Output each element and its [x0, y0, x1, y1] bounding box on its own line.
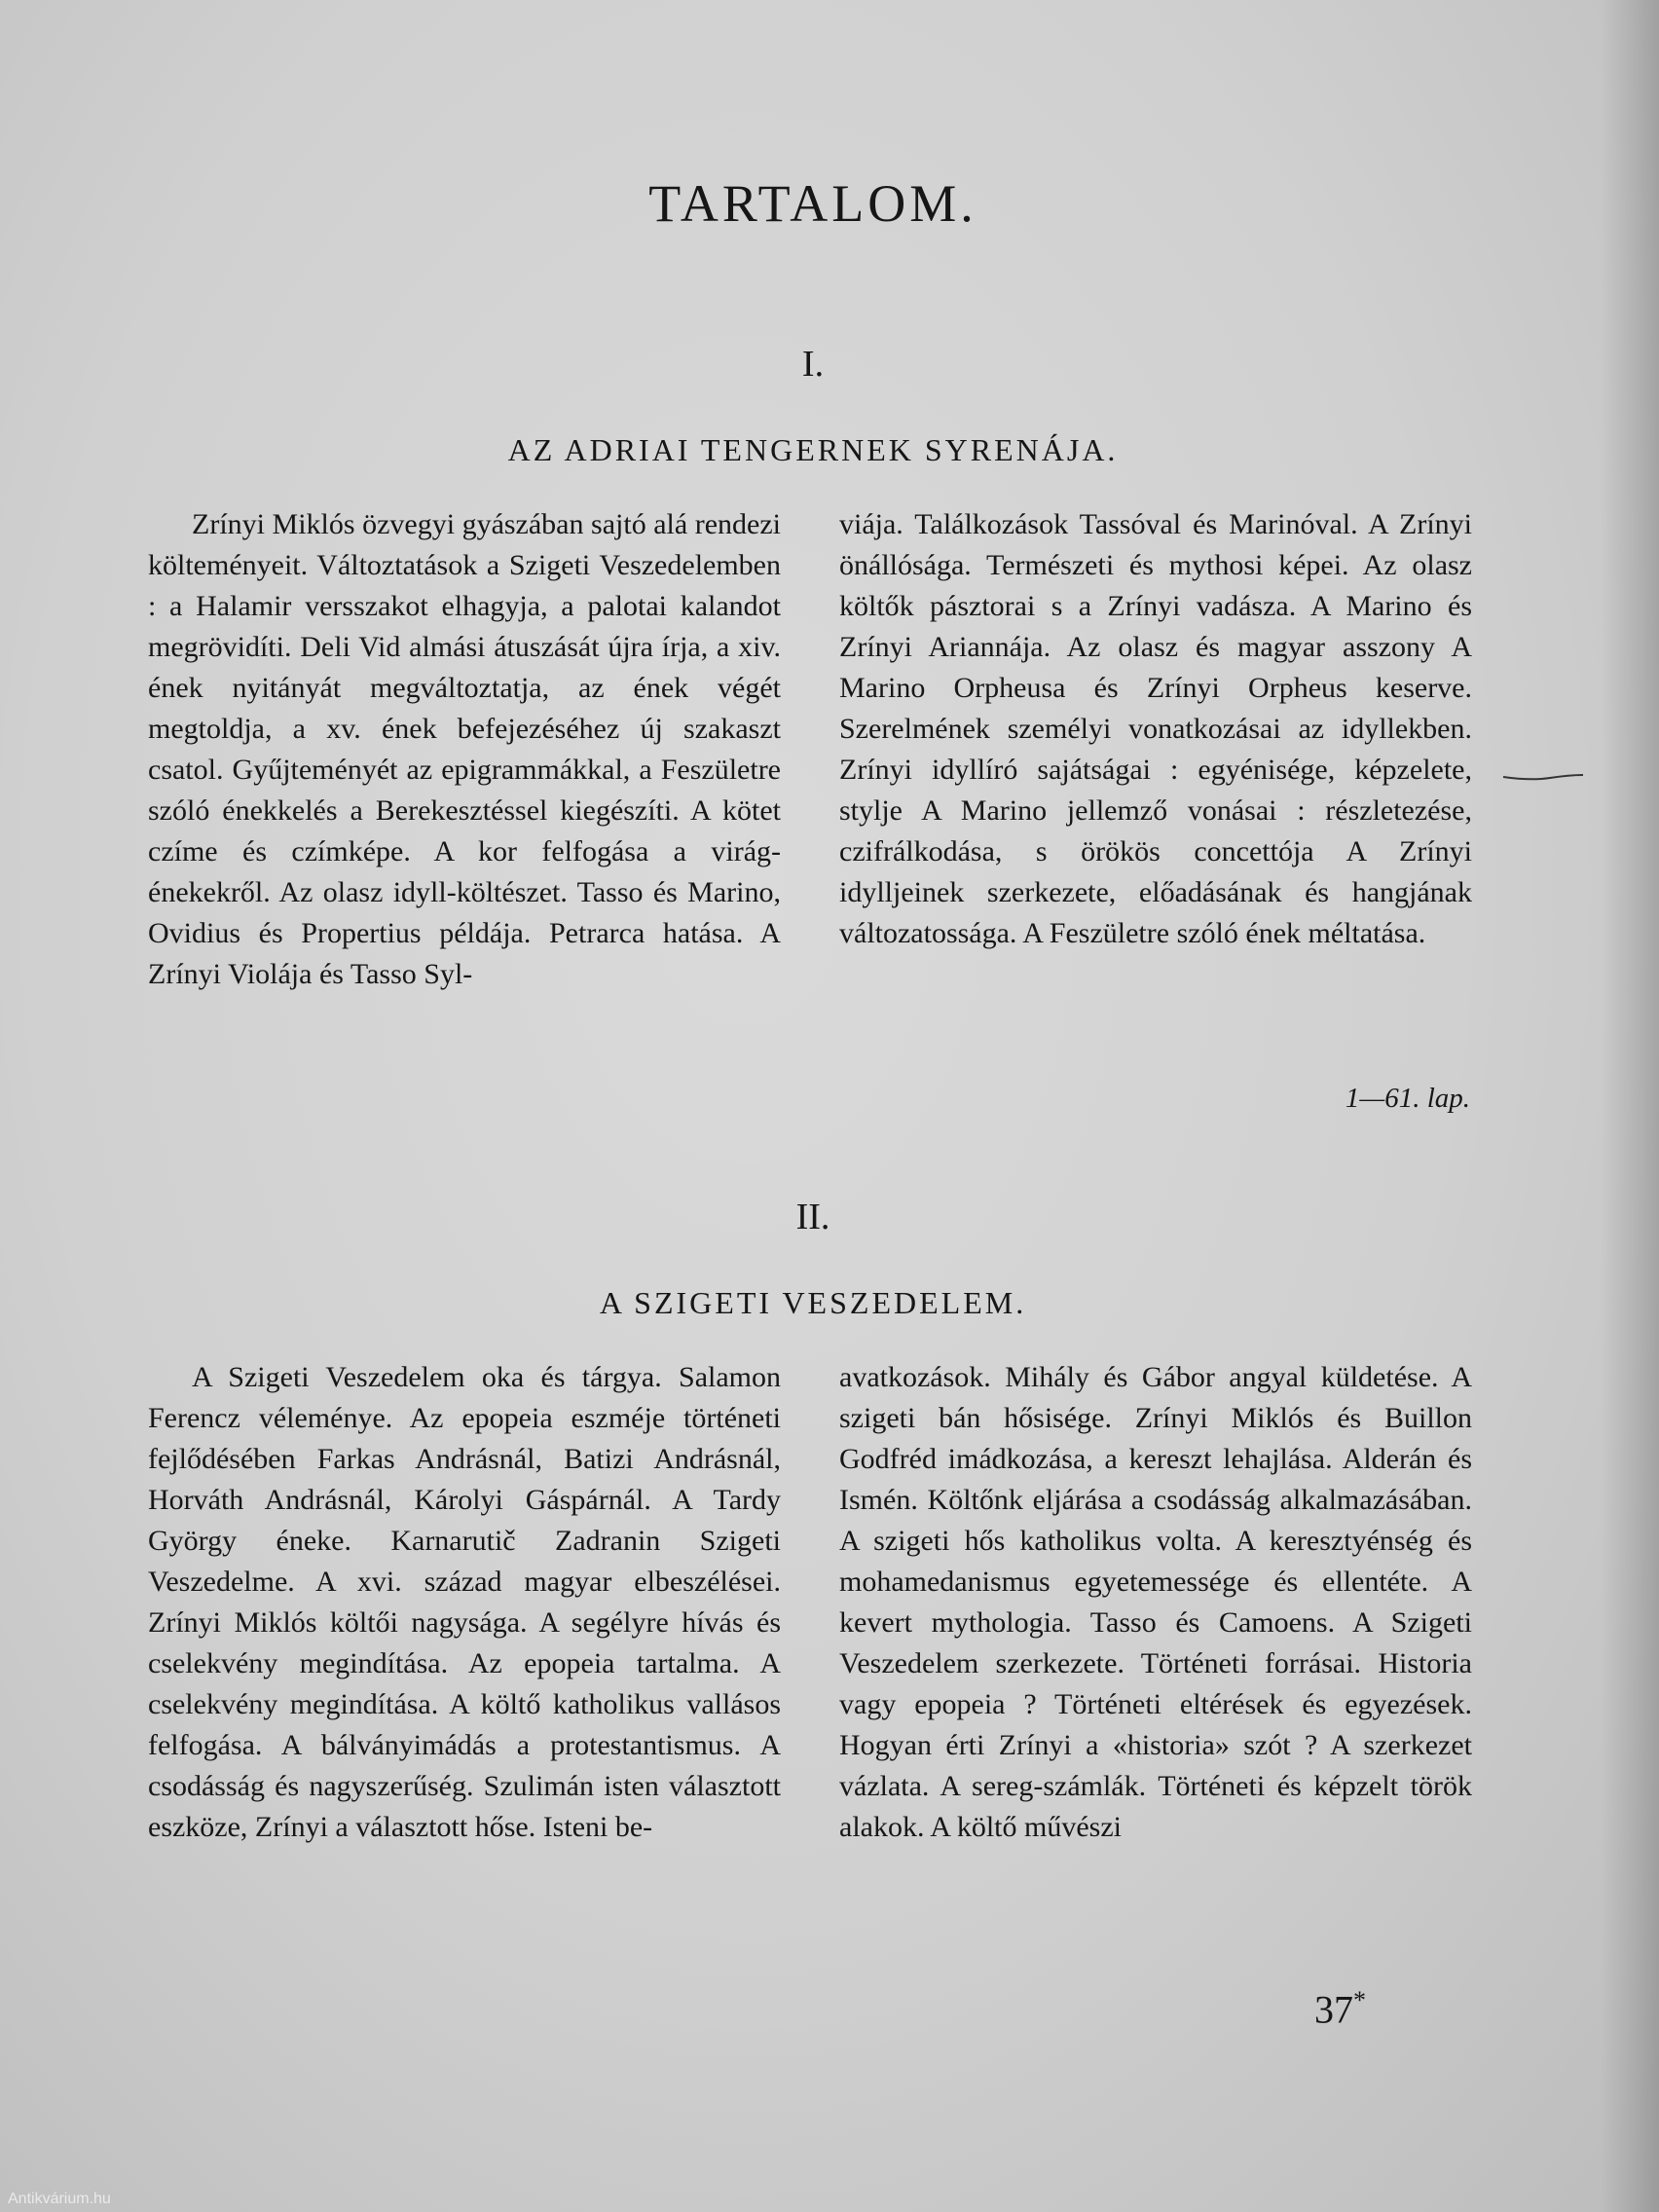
section-1-left-column: [148, 504, 781, 995]
section-1-right-text: viája. Találkozások Tassóval és Marinóval. A Zrínyi önállósága. Természeti és mythosi képei. Az olasz költők pásztorai s a Zrínyi vadásza. A Marino és Zrínyi Ariannája. Az olasz és magyar asszony A Marino Orpheusa és Zrínyi Orpheus keserve. Szerelmének személyi vonatkozásai az idyllekben. Zrínyi idyllíró sajátságai : egyénisége, képzelete, stylje A Marino jellemző vonásai : részletezése, czifrálkodása, s örökös concettója A Zrínyi idylljeinek szerkezete, előadásának és hangjának változatossága. A Feszületre szóló ének méltatása.: [839, 508, 1472, 949]
section-2-heading: A SZIGETI VESZEDELEM.: [599, 1285, 1027, 1320]
section-1-heading: AZ ADRIAI TENGERNEK SYRENÁJA.: [507, 432, 1119, 467]
page-edge-shadow: [1601, 0, 1659, 2212]
page-number-mark: *: [1353, 1986, 1366, 2014]
section-2-left-text: A Szigeti Veszedelem oka és tárgya. Salamon Ferencz véleménye. Az epopeia eszméje történeti fejlődésében Farkas Andrásnál, Batizi Andrásnál, Horváth Andrásnál, Károlyi Gáspárnál. A Tardy György éneke. Karnarutič Zadranin Szigeti Veszedelme. A xvi. század magyar elbeszélései. Zrínyi Miklós költői nagysága. A segélyre hívás és cselekvény megindítása. Az epopeia tartalma. A cselekvény megindítása. A költő katholikus vallásos felfogása. A bálványimádás a protestantismus. A csodásság és nagyszerűség. Szulimán isten választott eszköze, Zrínyi a választott hőse. Isteni be-: [148, 1361, 781, 1843]
watermark: Antikvárium.hu: [8, 2191, 111, 2207]
section-2-right-column: [839, 1357, 1472, 1848]
pencil-mark-icon: [1501, 772, 1585, 782]
section-1-number: I.: [801, 344, 825, 385]
section-2-left-column: [148, 1357, 781, 1848]
section-2-right-text: avatkozások. Mihály és Gábor angyal küldetése. A szigeti bán hősisége. Zrínyi Miklós és Buillon Godfréd imádkozása, a kereszt lehajlása. Alderán és Ismén. Költőnk eljárása a csodásság alkalmazásában. A szigeti hős katholikus volta. A keresztyénség és mohamedanismus egyetemessége és ellentéte. A kevert mythologia. Tasso és Camoens. A Szigeti Veszedelem szerkezete. Történeti forrásai. Historia vagy epopeia ? Történeti eltérések és egyezések. Hogyan érti Zrínyi a «historia» szót ? A szerkezet vázlata. A sereg-számlák. Történeti és képzelt török alakok. A költő művészi: [839, 1361, 1472, 1843]
section-1-right-column: [839, 504, 1472, 954]
page-title: TARTALOM.: [648, 174, 977, 233]
page-number-value: 37: [1314, 1987, 1353, 2032]
page-number: [1314, 1986, 1366, 2032]
section-2-number: II.: [795, 1197, 830, 1237]
section-1-left-text: Zrínyi Miklós özvegyi gyászában sajtó alá rendezi költeményeit. Változtatások a Szigeti Veszedelemben : a Halamir versszakot elhagyja, a palotai kalandot megrövidíti. Deli Vid almási átuszását újra írja, a xiv. ének nyitányát megváltoztatja, az ének végét megtoldja, a xv. ének befejezéséhez új szakaszt csatol. Gyűjteményét az epigrammákkal, a Feszületre szóló énekkelés a Berekesztéssel kiegészíti. A kötet czíme és czímképe. A kor felfogása a virág-énekekről. Az olasz idyll-költészet. Tasso és Marino, Ovidius és Propertius példája. Petrarca hatása. A Zrínyi Violája és Tasso Syl-: [148, 508, 781, 990]
section-1-page-reference: 1—61. lap.: [1345, 1083, 1470, 1114]
